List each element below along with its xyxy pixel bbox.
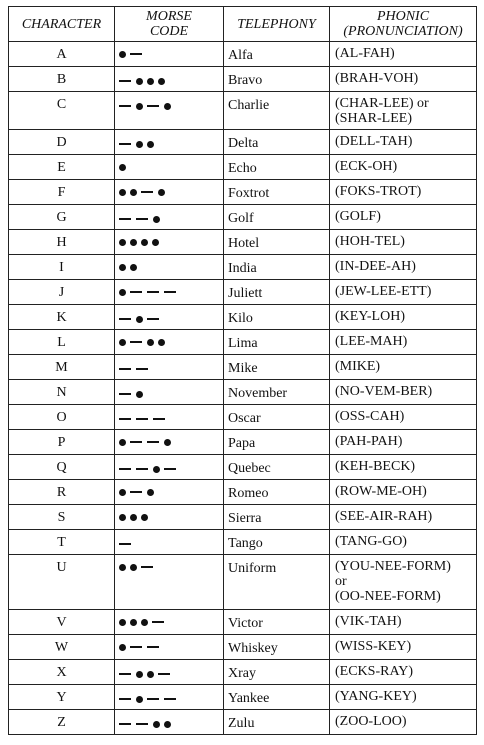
character-cell: U [9, 555, 115, 610]
character-cell: V [9, 610, 115, 635]
table-row [9, 430, 477, 455]
telephony-cell: Foxtrot [224, 180, 330, 205]
phonic-cell: (AL-FAH) [330, 42, 477, 67]
character-cell: F [9, 180, 115, 205]
morse-dot-icon [147, 671, 154, 678]
morse-dot-icon [147, 489, 154, 496]
morse-dash-icon [164, 291, 176, 293]
morse-code-cell [115, 255, 224, 280]
morse-code-cell [115, 505, 224, 530]
phonic-cell: (KEY-LOH) [330, 305, 477, 330]
morse-glyphs [119, 211, 164, 227]
morse-dot-icon [147, 78, 154, 85]
morse-glyphs [119, 691, 181, 707]
morse-dash-icon [119, 368, 131, 370]
morse-dot-icon [136, 696, 143, 703]
table-row [9, 67, 477, 92]
character-cell: K [9, 305, 115, 330]
morse-code-cell [115, 480, 224, 505]
morse-code-cell [115, 330, 224, 355]
morse-dash-icon [130, 441, 142, 443]
morse-glyphs [119, 311, 164, 327]
morse-dash-icon [119, 80, 131, 82]
morse-dash-icon [130, 341, 142, 343]
character-cell: A [9, 42, 115, 67]
morse-dash-icon [147, 318, 159, 320]
character-cell: R [9, 480, 115, 505]
morse-glyphs [119, 136, 158, 152]
phonic-cell: (ZOO-LOO) [330, 710, 477, 735]
phonic-cell: (NO-VEM-BER) [330, 380, 477, 405]
morse-dash-icon [119, 543, 131, 545]
phonic-cell: (IN-DEE-AH) [330, 255, 477, 280]
morse-code-cell [115, 635, 224, 660]
header-character: CHARACTER [9, 7, 115, 42]
morse-glyphs [119, 98, 175, 114]
table-row [9, 255, 477, 280]
character-cell: I [9, 255, 115, 280]
character-cell: C [9, 92, 115, 130]
morse-dot-icon [164, 439, 171, 446]
morse-code-cell [115, 155, 224, 180]
morse-dot-icon [130, 189, 137, 196]
character-cell: P [9, 430, 115, 455]
character-cell: T [9, 530, 115, 555]
morse-dash-icon [119, 393, 131, 395]
morse-dot-icon [158, 339, 165, 346]
phonetic-alphabet-table [8, 6, 477, 735]
phonic-cell: (JEW-LEE-ETT) [330, 280, 477, 305]
character-cell: X [9, 660, 115, 685]
telephony-cell: Yankee [224, 685, 330, 710]
morse-glyphs [119, 509, 152, 525]
telephony-cell: Kilo [224, 305, 330, 330]
table-row [9, 685, 477, 710]
morse-dash-icon [119, 723, 131, 725]
morse-dash-icon [136, 418, 148, 420]
morse-dot-icon [141, 239, 148, 246]
morse-code-cell [115, 205, 224, 230]
telephony-cell: November [224, 380, 330, 405]
telephony-cell: Sierra [224, 505, 330, 530]
table-row [9, 380, 477, 405]
morse-dash-icon [147, 291, 159, 293]
phonic-cell: (OSS-CAH) [330, 405, 477, 430]
character-cell: M [9, 355, 115, 380]
phonic-cell: (HOH-TEL) [330, 230, 477, 255]
table-row [9, 230, 477, 255]
phonic-cell: (TANG-GO) [330, 530, 477, 555]
morse-code-cell [115, 455, 224, 480]
telephony-cell: Bravo [224, 67, 330, 92]
morse-dot-icon [158, 189, 165, 196]
morse-code-cell [115, 380, 224, 405]
character-cell: E [9, 155, 115, 180]
header-telephony: TELEPHONY [224, 7, 330, 42]
morse-code-cell [115, 180, 224, 205]
morse-dot-icon [119, 339, 126, 346]
morse-glyphs [119, 159, 130, 175]
table-row [9, 505, 477, 530]
morse-dash-icon [119, 418, 131, 420]
morse-dot-icon [141, 619, 148, 626]
morse-dash-icon [164, 698, 176, 700]
table-row [9, 305, 477, 330]
morse-dot-icon [119, 264, 126, 271]
character-cell: J [9, 280, 115, 305]
table-row [9, 155, 477, 180]
morse-glyphs [119, 461, 181, 477]
morse-glyphs [119, 234, 163, 250]
morse-dash-icon [119, 673, 131, 675]
telephony-cell: India [224, 255, 330, 280]
morse-code-cell [115, 610, 224, 635]
phonic-cell: (LEE-MAH) [330, 330, 477, 355]
morse-dot-icon [153, 216, 160, 223]
table-row [9, 530, 477, 555]
morse-dot-icon [119, 239, 126, 246]
morse-dash-icon [119, 105, 131, 107]
table-row [9, 92, 477, 130]
table-row [9, 635, 477, 660]
phonic-cell: (DELL-TAH) [330, 130, 477, 155]
morse-dot-icon [147, 339, 154, 346]
character-cell: W [9, 635, 115, 660]
telephony-cell: Zulu [224, 710, 330, 735]
telephony-cell: Uniform [224, 555, 330, 610]
morse-dot-icon [136, 671, 143, 678]
morse-dash-icon [130, 491, 142, 493]
morse-dot-icon [130, 239, 137, 246]
morse-dot-icon [119, 489, 126, 496]
morse-dash-icon [136, 723, 148, 725]
phonic-cell: (BRAH-VOH) [330, 67, 477, 92]
telephony-cell: Victor [224, 610, 330, 635]
table-header-row [9, 7, 477, 42]
morse-dot-icon [153, 721, 160, 728]
header-morse-code: MORSE CODE [115, 7, 224, 42]
morse-code-cell [115, 42, 224, 67]
table-row [9, 555, 477, 610]
morse-dot-icon [164, 103, 171, 110]
character-cell: Q [9, 455, 115, 480]
morse-dot-icon [136, 103, 143, 110]
telephony-cell: Juliett [224, 280, 330, 305]
morse-code-cell [115, 355, 224, 380]
morse-dash-icon [158, 673, 170, 675]
telephony-cell: Papa [224, 430, 330, 455]
morse-dot-icon [153, 466, 160, 473]
phonic-cell: (SEE-AIR-RAH) [330, 505, 477, 530]
table-row [9, 205, 477, 230]
telephony-cell: Lima [224, 330, 330, 355]
morse-code-cell [115, 280, 224, 305]
table-row [9, 280, 477, 305]
morse-glyphs [119, 434, 175, 450]
character-cell: G [9, 205, 115, 230]
morse-dash-icon [136, 218, 148, 220]
character-cell: H [9, 230, 115, 255]
morse-code-cell [115, 710, 224, 735]
morse-dash-icon [152, 621, 164, 623]
telephony-cell: Alfa [224, 42, 330, 67]
character-cell: Z [9, 710, 115, 735]
table-row [9, 610, 477, 635]
morse-glyphs [119, 484, 158, 500]
morse-dot-icon [130, 264, 137, 271]
morse-dot-icon [136, 78, 143, 85]
morse-glyphs [119, 666, 175, 682]
morse-dot-icon [119, 189, 126, 196]
morse-dash-icon [119, 318, 131, 320]
morse-glyphs [119, 361, 153, 377]
morse-glyphs [119, 46, 147, 62]
morse-dash-icon [141, 566, 153, 568]
morse-dot-icon [152, 239, 159, 246]
telephony-cell: Mike [224, 355, 330, 380]
table-row [9, 660, 477, 685]
character-cell: S [9, 505, 115, 530]
telephony-cell: Echo [224, 155, 330, 180]
morse-dash-icon [147, 105, 159, 107]
morse-dot-icon [136, 316, 143, 323]
morse-code-cell [115, 660, 224, 685]
morse-dash-icon [130, 291, 142, 293]
telephony-cell: Delta [224, 130, 330, 155]
telephony-cell: Oscar [224, 405, 330, 430]
phonic-cell: (PAH-PAH) [330, 430, 477, 455]
morse-dash-icon [136, 468, 148, 470]
phonic-cell: (ECKS-RAY) [330, 660, 477, 685]
character-cell: L [9, 330, 115, 355]
morse-dash-icon [119, 698, 131, 700]
character-cell: O [9, 405, 115, 430]
morse-dash-icon [119, 143, 131, 145]
morse-dot-icon [119, 164, 126, 171]
table-row [9, 480, 477, 505]
morse-dot-icon [158, 78, 165, 85]
morse-glyphs [119, 614, 169, 630]
morse-dot-icon [130, 619, 137, 626]
morse-dot-icon [136, 141, 143, 148]
phonic-cell: (GOLF) [330, 205, 477, 230]
morse-glyphs [119, 716, 175, 732]
morse-code-cell [115, 530, 224, 555]
morse-dot-icon [119, 439, 126, 446]
phonic-cell: (MIKE) [330, 355, 477, 380]
telephony-cell: Golf [224, 205, 330, 230]
morse-code-cell [115, 67, 224, 92]
morse-dot-icon [119, 619, 126, 626]
table-row [9, 355, 477, 380]
phonic-cell: (VIK-TAH) [330, 610, 477, 635]
morse-code-cell [115, 92, 224, 130]
phonic-cell: (YANG-KEY) [330, 685, 477, 710]
morse-dash-icon [130, 646, 142, 648]
morse-dash-icon [164, 468, 176, 470]
morse-dot-icon [119, 564, 126, 571]
morse-glyphs [119, 334, 169, 350]
morse-dash-icon [119, 218, 131, 220]
morse-glyphs [119, 411, 170, 427]
table-row [9, 42, 477, 67]
phonic-cell: (WISS-KEY) [330, 635, 477, 660]
morse-dash-icon [136, 368, 148, 370]
morse-dot-icon [147, 141, 154, 148]
morse-code-cell [115, 230, 224, 255]
morse-dash-icon [147, 646, 159, 648]
morse-dot-icon [136, 391, 143, 398]
morse-dot-icon [119, 514, 126, 521]
morse-code-cell [115, 130, 224, 155]
phonic-cell: (FOKS-TROT) [330, 180, 477, 205]
morse-dot-icon [141, 514, 148, 521]
morse-dash-icon [147, 441, 159, 443]
telephony-cell: Tango [224, 530, 330, 555]
morse-code-cell [115, 405, 224, 430]
morse-dash-icon [153, 418, 165, 420]
morse-dot-icon [119, 289, 126, 296]
morse-glyphs [119, 184, 169, 200]
character-cell: Y [9, 685, 115, 710]
morse-code-cell [115, 305, 224, 330]
morse-glyphs [119, 639, 164, 655]
phonic-cell: (KEH-BECK) [330, 455, 477, 480]
morse-code-cell [115, 430, 224, 455]
character-cell: D [9, 130, 115, 155]
table-row [9, 405, 477, 430]
morse-dot-icon [119, 644, 126, 651]
morse-dash-icon [130, 53, 142, 55]
morse-glyphs [119, 73, 169, 89]
table-row [9, 130, 477, 155]
phonic-cell: (YOU-NEE-FORM) or (OO-NEE-FORM) [330, 555, 477, 610]
phonic-cell: (ECK-OH) [330, 155, 477, 180]
morse-glyphs [119, 259, 141, 275]
table-row [9, 180, 477, 205]
morse-dot-icon [130, 564, 137, 571]
telephony-cell: Whiskey [224, 635, 330, 660]
morse-glyphs [119, 284, 181, 300]
character-cell: N [9, 380, 115, 405]
table-row [9, 330, 477, 355]
table-row [9, 710, 477, 735]
table-row [9, 455, 477, 480]
phonic-cell: (ROW-ME-OH) [330, 480, 477, 505]
morse-code-cell [115, 555, 224, 610]
morse-code-cell [115, 685, 224, 710]
telephony-cell: Quebec [224, 455, 330, 480]
morse-dash-icon [147, 698, 159, 700]
phonic-cell: (CHAR-LEE) or (SHAR-LEE) [330, 92, 477, 130]
morse-dash-icon [141, 191, 153, 193]
morse-glyphs [119, 386, 147, 402]
character-cell: B [9, 67, 115, 92]
telephony-cell: Xray [224, 660, 330, 685]
morse-dot-icon [119, 51, 126, 58]
morse-dot-icon [164, 721, 171, 728]
morse-dot-icon [130, 514, 137, 521]
telephony-cell: Charlie [224, 92, 330, 130]
telephony-cell: Romeo [224, 480, 330, 505]
morse-dash-icon [119, 468, 131, 470]
telephony-cell: Hotel [224, 230, 330, 255]
header-phonic: PHONIC (PRONUNCIATION) [330, 7, 477, 42]
morse-glyphs [119, 559, 158, 575]
morse-glyphs [119, 536, 136, 552]
